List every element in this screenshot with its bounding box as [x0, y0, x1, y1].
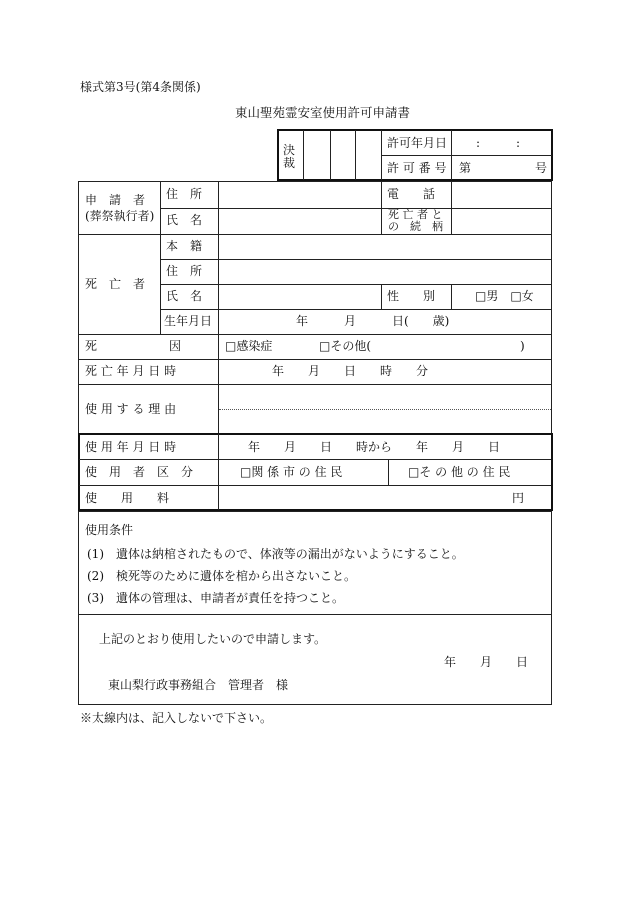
- birth-date-field[interactable]: 年 月 日( 歳): [296, 314, 450, 328]
- birth-label: 生年月日: [164, 314, 213, 328]
- fee-unit: 円: [512, 491, 525, 505]
- kessai-label-2: 裁: [283, 156, 296, 170]
- conditions-title: 使用条件: [85, 523, 134, 537]
- declaration-date[interactable]: 年 月 日: [444, 655, 529, 669]
- relation-label-2: の 続 柄: [388, 220, 443, 233]
- permit-number-suffix: 号: [535, 161, 548, 175]
- cause-label: 死 因: [85, 339, 182, 353]
- applicant-phone-label: 電 話: [387, 187, 436, 201]
- footnote: ※太線内は、記入しないで下さい。: [80, 711, 273, 725]
- permit-number-label: 許 可 番 号: [387, 161, 447, 175]
- permit-date-field[interactable]: : :: [476, 136, 521, 150]
- condition-number: (3): [87, 591, 104, 605]
- death-time-field[interactable]: 年 月 日 時 分: [272, 364, 429, 378]
- user-type-resident-checkbox: □関 係 市 の 住 民: [240, 465, 343, 479]
- deceased-address-input[interactable]: [219, 260, 551, 283]
- condition-number: (1): [87, 547, 104, 561]
- sex-checkboxes[interactable]: □男 □女: [475, 289, 534, 303]
- form-number: 様式第3号(第4条関係): [80, 80, 201, 94]
- condition-text: 遺体の管理は、申請者が責任を持つこと。: [116, 591, 345, 605]
- domicile-label: 本 籍: [166, 239, 203, 253]
- fee-label: 使 用 料: [85, 491, 170, 505]
- reason-label: 使 用 す る 理 由: [85, 402, 177, 416]
- page-title: 東山聖苑霊安室使用許可申請書: [235, 105, 411, 120]
- cause-infection-checkbox[interactable]: □感染症: [225, 339, 273, 353]
- applicant-name-input[interactable]: [219, 209, 380, 233]
- applicant-address-label: 住 所: [166, 187, 203, 201]
- addressee: 東山梨行政事務組合 管理者 様: [108, 678, 289, 692]
- relation-input[interactable]: [452, 209, 551, 233]
- permit-number-prefix: 第: [459, 161, 472, 175]
- condition-text: 検死等のために遺体を棺から出さないこと。: [116, 569, 357, 583]
- user-type-label: 使 用 者 区 分: [85, 465, 194, 479]
- relation-label: 死 亡 者 と: [388, 208, 443, 221]
- deceased-name-label: 氏 名: [166, 289, 203, 303]
- cause-other-checkbox[interactable]: □その他(: [319, 339, 372, 353]
- applicant-group-sublabel: (葬祭執行者): [85, 209, 155, 223]
- declaration-statement: 上記のとおり使用したいので申請します。: [99, 632, 327, 646]
- deceased-address-label: 住 所: [166, 264, 203, 278]
- deceased-group-label: 死 亡 者: [85, 277, 146, 291]
- reason-input[interactable]: [219, 385, 551, 433]
- user-type-other-checkbox: □そ の 他 の 住 民: [408, 465, 511, 479]
- death-time-label: 死 亡 年 月 日 時: [85, 364, 177, 378]
- usage-period-label: 使 用 年 月 日 時: [85, 440, 177, 454]
- applicant-name-label: 氏 名: [166, 213, 203, 227]
- sex-label: 性 別: [387, 289, 436, 303]
- applicant-address-input[interactable]: [219, 182, 380, 207]
- deceased-name-input[interactable]: [219, 285, 380, 308]
- permit-date-label: 許可年月日: [387, 136, 448, 150]
- applicant-group-label: 申 請 者: [85, 193, 146, 207]
- condition-number: (2): [87, 569, 104, 583]
- usage-period-field: 年 月 日 時から 年 月 日: [248, 440, 501, 454]
- cause-other-close-paren: ): [520, 339, 525, 353]
- kessai-label: 決: [283, 143, 296, 157]
- applicant-phone-input[interactable]: [452, 182, 551, 207]
- condition-text: 遺体は納棺されたもので、体液等の漏出がないようにすること。: [116, 547, 464, 561]
- domicile-input[interactable]: [219, 235, 551, 258]
